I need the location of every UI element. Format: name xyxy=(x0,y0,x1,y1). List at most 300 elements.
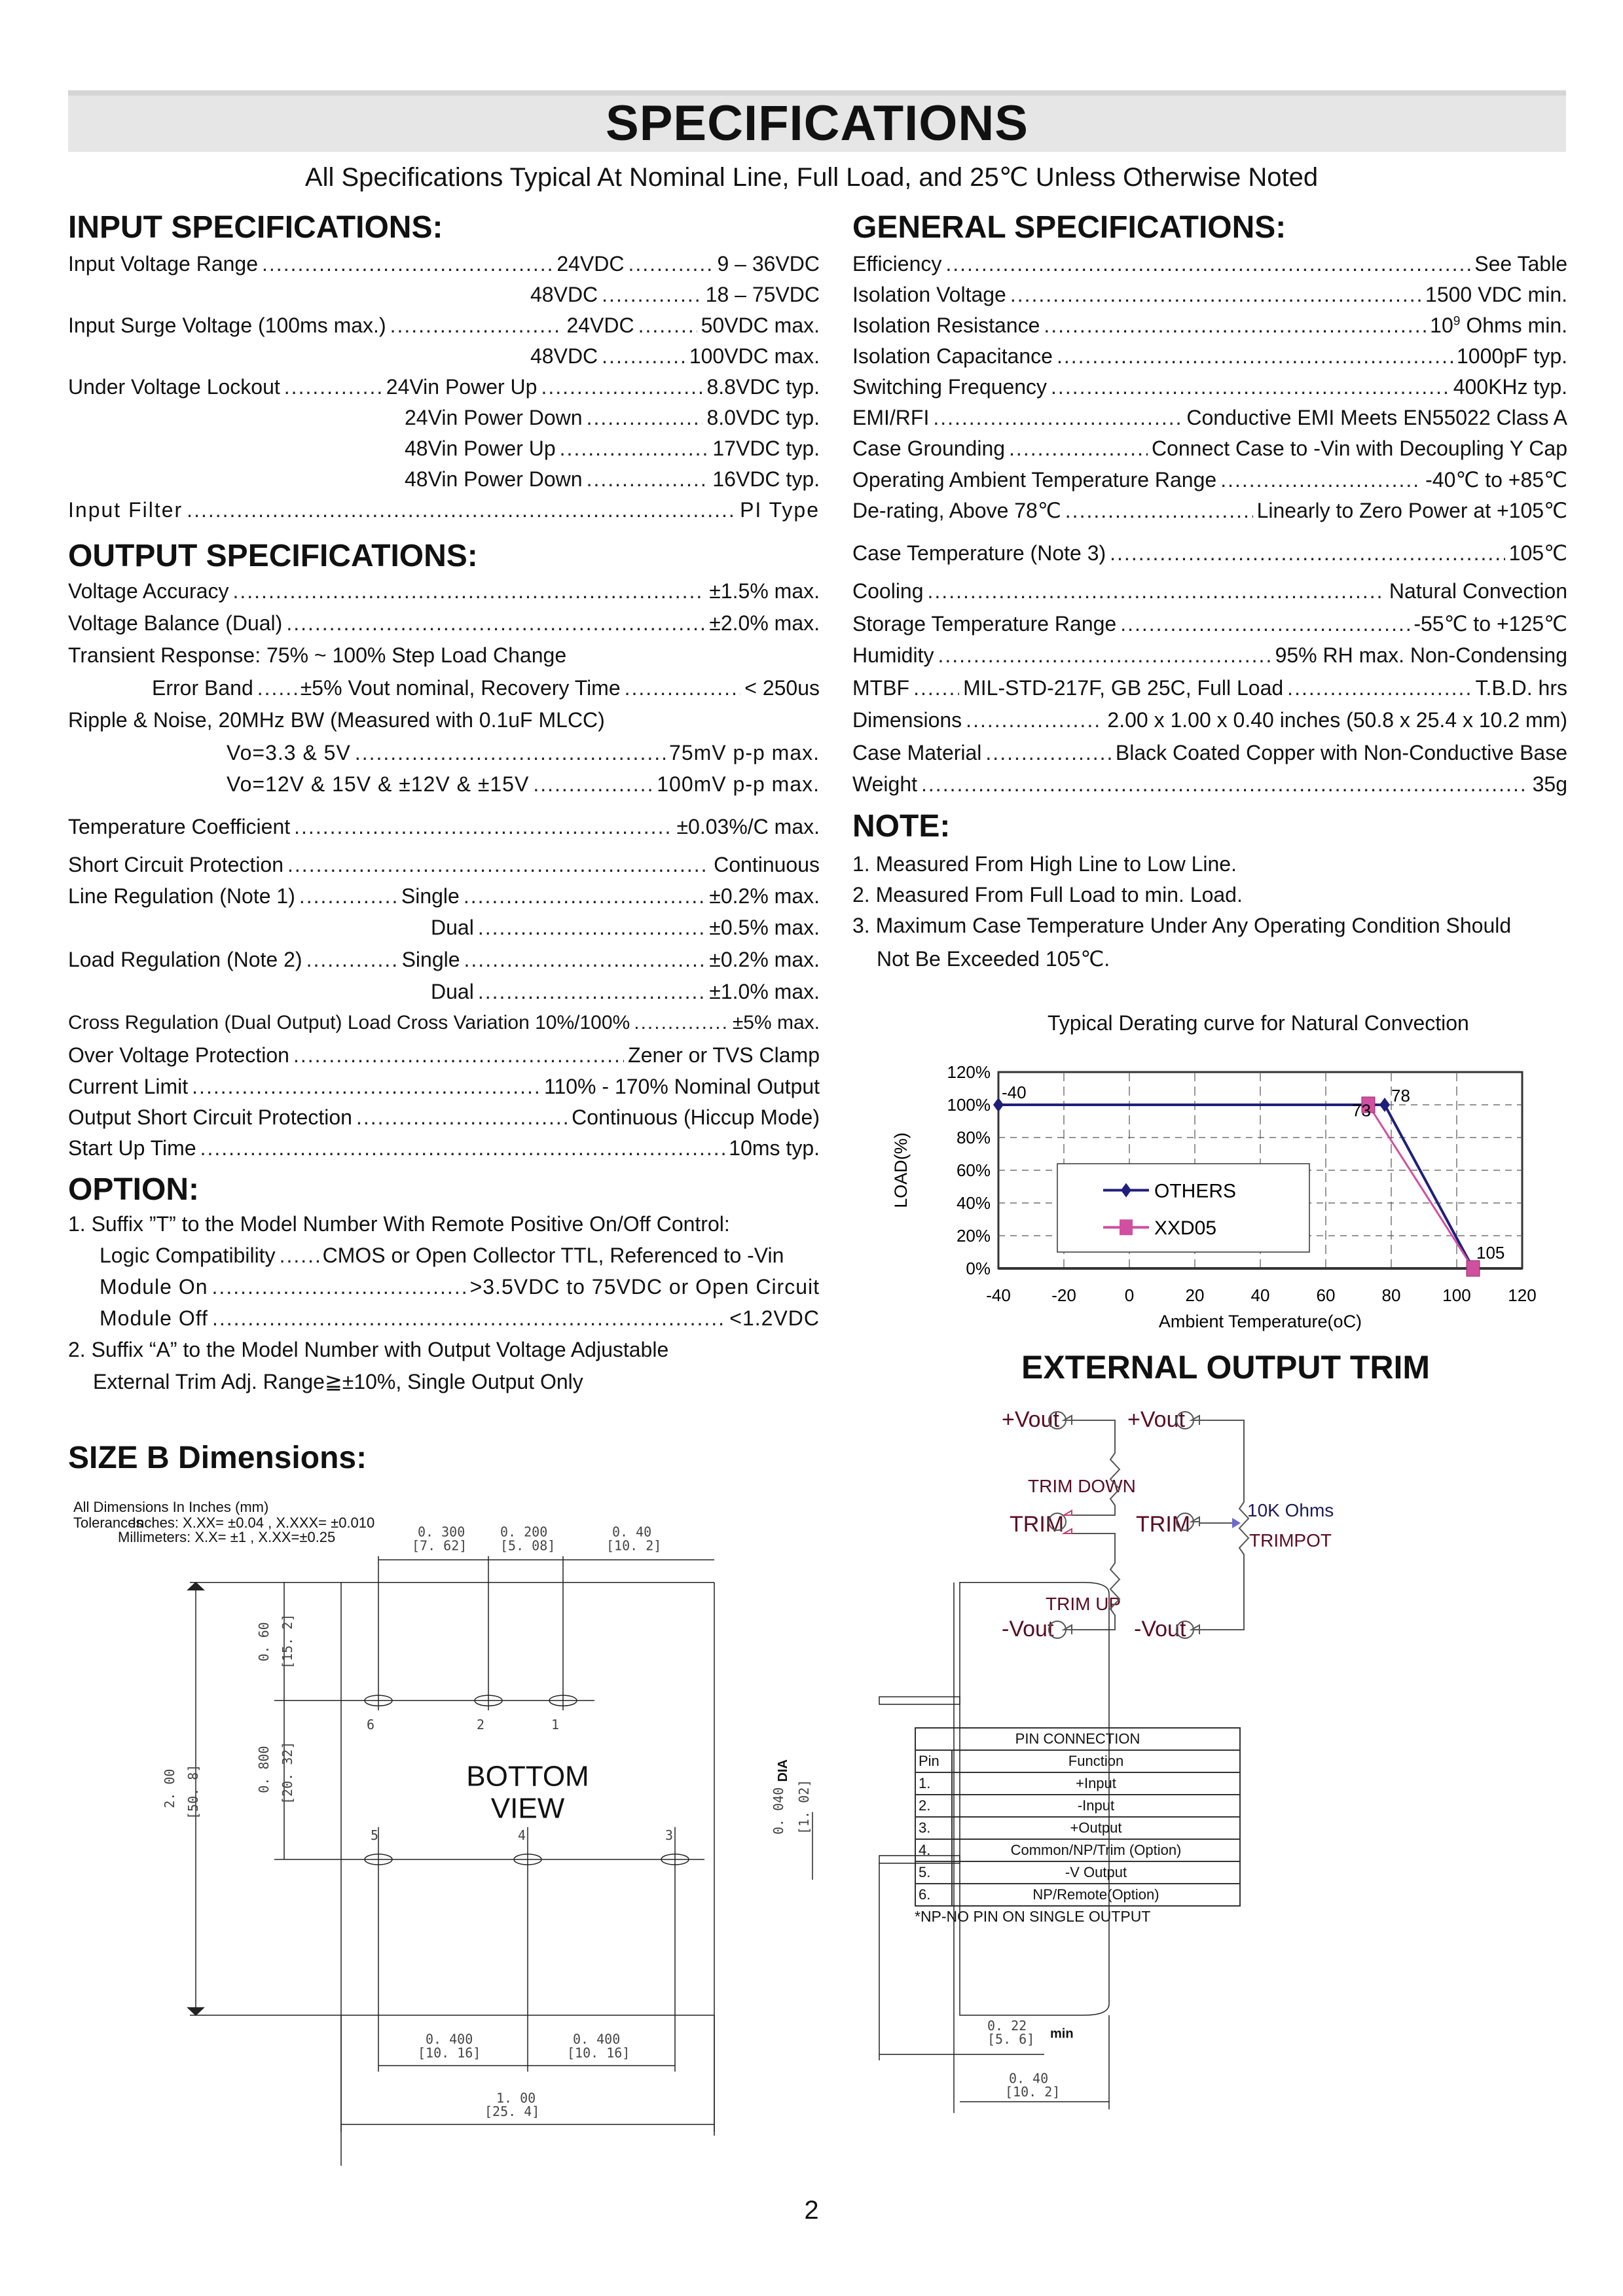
spec-row xyxy=(68,252,820,276)
right-vout-neg-label: -Vout xyxy=(1134,1617,1186,1641)
spec-row xyxy=(405,406,820,430)
spec-label: Error Band xyxy=(152,676,253,700)
leader-dots xyxy=(1120,612,1410,636)
value-unit: Ohms min. xyxy=(1460,314,1567,337)
dim-label: 0. 200 xyxy=(500,1524,548,1540)
leader-dots xyxy=(306,948,398,972)
spec-value: Natural Convection xyxy=(1389,579,1567,603)
wiper-arrow-icon xyxy=(1232,1518,1241,1528)
spec-label: Voltage Accuracy xyxy=(68,579,229,603)
x-tick-label: 40 xyxy=(1250,1285,1270,1305)
option-item-2-detail: External Trim Adj. Range≧±10%, Single Output Only xyxy=(93,1370,583,1393)
leader-dots xyxy=(464,884,705,908)
leader-dots xyxy=(464,948,706,972)
dim-label: [25. 4] xyxy=(484,2104,540,2120)
trim-up-resistor xyxy=(1072,1534,1120,1630)
dim-label: 0. 40 xyxy=(612,1524,652,1540)
leader-dots xyxy=(560,437,709,461)
table-row xyxy=(915,1861,1240,1884)
x-tick-label: -20 xyxy=(1051,1285,1076,1305)
trimpot-label: TRIMPOT xyxy=(1249,1530,1332,1551)
spec-value: ±5% max. xyxy=(732,1012,820,1033)
spec-mid: ±5% Vout nominal, Recovery Time xyxy=(300,676,621,700)
table-row xyxy=(915,1884,1240,1906)
leader-dots xyxy=(1009,437,1148,461)
spec-row xyxy=(68,1136,820,1160)
spec-value: Conductive EMI Meets EN55022 Class A xyxy=(1186,406,1567,429)
pot-value-label: 10K Ohms xyxy=(1247,1500,1334,1520)
pin-number: 3. xyxy=(915,1817,952,1839)
x-tick-label: 100 xyxy=(1442,1285,1471,1305)
spec-label: Current Limit xyxy=(68,1075,189,1098)
spec-mid: 24VDC xyxy=(556,252,625,276)
dim-label: [50. 8] xyxy=(185,1764,201,1820)
dim-label: 0. 040 xyxy=(771,1787,786,1835)
spec-row xyxy=(852,406,1567,430)
leader-dots xyxy=(200,1136,725,1160)
leader-dots xyxy=(390,314,563,338)
leader-dots xyxy=(257,676,297,700)
dim-label: 0. 400 xyxy=(426,2031,473,2047)
data-annotation: -40 xyxy=(1002,1083,1027,1102)
leader-dots xyxy=(284,375,382,399)
spec-value: < 250us xyxy=(744,676,820,700)
spec-row xyxy=(852,541,1567,565)
spec-row xyxy=(405,467,820,492)
pin-col-header: Pin xyxy=(915,1750,952,1772)
trim-down-resistor xyxy=(1072,1420,1120,1515)
pin-function: +Output xyxy=(952,1817,1240,1839)
y-tick-label: 80% xyxy=(956,1128,991,1147)
leader-dots xyxy=(928,579,1385,603)
y-tick-label: 40% xyxy=(956,1193,991,1213)
spec-value: 50VDC max. xyxy=(701,314,820,337)
spec-label: Temperature Coefficient xyxy=(68,815,291,838)
spec-row xyxy=(852,708,1567,732)
dim-label: [10. 2] xyxy=(606,1537,662,1554)
spec-label: Load Regulation (Note 2) xyxy=(68,948,302,971)
table-row xyxy=(915,1839,1240,1861)
spec-row xyxy=(530,344,820,368)
spec-label: De-rating, Above 78℃ xyxy=(852,499,1061,522)
spec-row xyxy=(100,1306,820,1331)
spec-mid: 24Vin Power Down xyxy=(405,406,583,429)
leader-dots xyxy=(602,344,685,368)
spec-value: 9 – 36VDC xyxy=(717,252,820,276)
spec-value: ±0.2% max. xyxy=(709,884,820,908)
leader-dots xyxy=(1065,499,1253,523)
spec-row xyxy=(68,853,820,877)
dim-label: 0. 22 xyxy=(987,2018,1027,2034)
leader-dots xyxy=(602,283,702,307)
leader-dots xyxy=(356,1105,568,1130)
leader-dots xyxy=(587,406,703,430)
dim-label: [15. 2] xyxy=(280,1613,295,1669)
leader-dots xyxy=(355,741,665,765)
dimensions-units: All Dimensions In Inches (mm) xyxy=(73,1499,269,1515)
spec-value: 18 – 75VDC xyxy=(705,283,820,306)
leader-dots xyxy=(212,1306,725,1331)
pin-function: -V Output xyxy=(952,1861,1240,1884)
spec-label: Operating Ambient Temperature Range xyxy=(852,468,1217,492)
leader-dots xyxy=(913,676,959,700)
spec-label: Start Up Time xyxy=(68,1136,196,1160)
spec-row xyxy=(852,344,1567,368)
tolerances-label: Tolerances xyxy=(73,1515,143,1531)
option-item-1: 1. Suffix ”T” to the Model Number With Remote Positive On/Off Control: xyxy=(68,1212,730,1236)
pin-function: NP/Remote(Option) xyxy=(952,1884,1240,1906)
value-base: 10 xyxy=(1430,314,1453,337)
spec-row xyxy=(100,1244,820,1268)
spec-row xyxy=(852,676,1567,700)
spec-value: 105℃ xyxy=(1508,541,1567,565)
spec-value: 8.8VDC typ. xyxy=(706,375,820,399)
spec-row xyxy=(852,643,1567,668)
leader-dots xyxy=(232,579,705,603)
dim-label: 1. 00 xyxy=(496,2090,536,2106)
spec-row xyxy=(852,611,1567,636)
leader-dots xyxy=(262,252,553,276)
spec-label: Vo=12V & 15V & ±12V & ±15V xyxy=(227,772,530,796)
left-trim-label: TRIM xyxy=(1010,1512,1065,1537)
spec-label: Isolation Capacitance xyxy=(852,344,1053,368)
leader-dots xyxy=(587,467,709,492)
leader-dots xyxy=(293,1043,624,1067)
pin-label: 4 xyxy=(518,1827,526,1844)
leader-dots xyxy=(628,252,713,276)
dim-label: [10. 2] xyxy=(1005,2084,1061,2100)
spec-value: See Table xyxy=(1474,252,1567,276)
x-tick-label: 120 xyxy=(1508,1285,1537,1305)
spec-label: Over Voltage Protection xyxy=(68,1043,289,1067)
trim-down-label: TRIM DOWN xyxy=(1028,1476,1136,1496)
dim-label: [20. 32] xyxy=(280,1741,295,1804)
spec-row xyxy=(68,498,820,522)
leader-dots xyxy=(478,916,705,940)
pin-label: 1 xyxy=(551,1717,560,1732)
spec-label: Switching Frequency xyxy=(852,375,1048,399)
spec-value: T.B.D. hrs xyxy=(1475,676,1567,700)
spec-label: Cooling xyxy=(852,579,924,603)
note-item: Not Be Exceeded 105℃. xyxy=(877,947,1110,971)
dim-label: min xyxy=(1050,2026,1074,2041)
dim-label: 0. 800 xyxy=(256,1746,272,1793)
data-annotation: 78 xyxy=(1391,1086,1410,1105)
pin-number: 2. xyxy=(915,1795,952,1817)
y-tick-label: 20% xyxy=(956,1226,991,1246)
tolerances-inches: Inches: X.XX= ±0.04 , X.XXX= ±0.010 xyxy=(132,1515,375,1531)
x-tick-label: 0 xyxy=(1124,1285,1135,1305)
spec-label: Output Short Circuit Protection xyxy=(68,1105,352,1129)
arrow-icon xyxy=(1064,1511,1072,1515)
spec-label: Isolation Voltage xyxy=(852,283,1006,306)
note-item: 1. Measured From High Line to Low Line. xyxy=(852,852,1237,876)
spec-mid: 24VDC xyxy=(566,314,634,337)
spec-label: Weight xyxy=(852,772,918,796)
dim-label: 0. 400 xyxy=(573,2031,621,2047)
spec-row xyxy=(68,815,820,839)
spec-row xyxy=(227,772,820,797)
spec-value: 8.0VDC typ. xyxy=(706,406,820,429)
spec-mid: MIL-STD-217F, GB 25C, Full Load xyxy=(963,676,1284,700)
pin-label: 5 xyxy=(371,1827,379,1844)
spec-label: Module On xyxy=(100,1275,208,1299)
spec-value: Linearly to Zero Power at +105℃ xyxy=(1256,499,1567,522)
spec-row xyxy=(852,498,1567,523)
title-banner xyxy=(68,90,1566,152)
spec-row xyxy=(68,579,820,603)
pin-connection xyxy=(915,1727,1241,1926)
spec-row xyxy=(852,579,1567,603)
data-annotation: 73 xyxy=(1352,1100,1371,1121)
pin-label: 3 xyxy=(665,1827,674,1844)
spec-row xyxy=(68,948,820,972)
left-vout-pos-label: +Vout xyxy=(1002,1407,1059,1432)
leader-dots xyxy=(294,815,672,839)
spec-value: CMOS or Open Collector TTL, Referenced to -Vin xyxy=(322,1244,784,1267)
spec-label: Case Material xyxy=(852,741,982,764)
leader-dots xyxy=(287,853,710,877)
leader-dots xyxy=(945,252,1470,276)
output-specs-heading: OUTPUT SPECIFICATIONS: xyxy=(68,539,478,573)
spec-label: Module Off xyxy=(100,1306,208,1330)
leader-dots xyxy=(280,1244,319,1268)
spec-value: ±1.5% max. xyxy=(709,579,820,603)
spec-label: MTBF xyxy=(852,676,910,700)
bottom-view-label: VIEW xyxy=(490,1792,565,1825)
spec-value: Black Coated Copper with Non-Conductive Base xyxy=(1115,741,1567,764)
spec-row xyxy=(852,772,1567,797)
spec-value: Continuous xyxy=(714,853,820,876)
dim-label: 2. 00 xyxy=(162,1768,177,1808)
spec-value: ±0.2% max. xyxy=(709,948,820,971)
leader-dots xyxy=(938,643,1271,668)
spec-value: 100mV p-p max. xyxy=(657,772,820,796)
spec-row xyxy=(68,1075,820,1099)
spec-row xyxy=(68,884,820,908)
pin-footnote: *NP-NO PIN ON SINGLE OUTPUT xyxy=(915,1908,1151,1925)
spec-value: 400KHz typ. xyxy=(1453,375,1567,399)
spec-label: Humidity xyxy=(852,643,934,667)
dim-label: [5. 6] xyxy=(987,2031,1035,2047)
spec-value: 1500 VDC min. xyxy=(1425,283,1567,306)
x-tick-label: 20 xyxy=(1185,1285,1205,1305)
leader-dots xyxy=(966,708,1103,732)
dim-label: [1. 02] xyxy=(796,1779,812,1835)
spec-mid: 48VDC xyxy=(530,344,598,368)
trim-up-label: TRIM UP xyxy=(1046,1594,1122,1614)
spec-label: Line Regulation (Note 1) xyxy=(68,884,295,908)
spec-value: -40℃ to +85℃ xyxy=(1425,468,1567,492)
table-row xyxy=(915,1772,1240,1795)
leader-dots xyxy=(286,611,705,636)
spec-row xyxy=(852,375,1567,399)
bottom-view-label: BOTTOM xyxy=(466,1760,589,1793)
spec-value: ±0.5% max. xyxy=(709,916,820,939)
data-point-square xyxy=(1467,1261,1480,1276)
spec-value: PI Type xyxy=(740,498,820,522)
spec-mid: Single xyxy=(401,884,460,908)
spec-value: >3.5VDC to 75VDC or Open Circuit xyxy=(469,1275,820,1299)
leader-dots xyxy=(1010,283,1421,307)
leader-dots xyxy=(1057,344,1453,368)
derating-chart xyxy=(851,1041,1571,1335)
leader-dots xyxy=(1051,375,1450,399)
trimpot-resistor xyxy=(1199,1420,1249,1630)
dim-label: 0. 60 xyxy=(256,1622,272,1662)
function-col-header: Function xyxy=(952,1750,1240,1772)
leader-dots xyxy=(921,772,1529,797)
leader-dots xyxy=(1110,541,1505,565)
spec-label: Short Circuit Protection xyxy=(68,853,284,876)
spec-row xyxy=(227,741,820,765)
value-exponent: 9 xyxy=(1453,314,1461,329)
spec-mid: 24Vin Power Up xyxy=(386,375,538,399)
spec-value: <1.2VDC xyxy=(729,1306,820,1330)
leader-dots xyxy=(1220,468,1421,492)
page-title: SPECIFICATIONS xyxy=(606,96,1029,151)
spec-label: Input Surge Voltage (100ms max.) xyxy=(68,314,386,337)
spec-row xyxy=(852,437,1567,461)
spec-row xyxy=(530,283,820,307)
option-heading: OPTION: xyxy=(68,1172,199,1207)
trim-diagram xyxy=(982,1394,1519,1656)
spec-row xyxy=(852,314,1567,338)
x-tick-label: -40 xyxy=(986,1285,1011,1305)
spec-row xyxy=(852,252,1567,276)
spec-row xyxy=(68,314,820,338)
spec-value: ±1.0% max. xyxy=(709,980,820,1003)
x-tick-label: 60 xyxy=(1316,1285,1336,1305)
spec-mid: Dual xyxy=(431,916,474,939)
table-row xyxy=(915,1817,1240,1839)
spec-row xyxy=(68,1043,820,1067)
dim-label: DIA xyxy=(776,1759,790,1782)
spec-value: Zener or TVS Clamp xyxy=(628,1043,820,1067)
spec-value: 95% RH max. Non-Condensing xyxy=(1275,643,1567,667)
dim-label: [10. 16] xyxy=(567,2045,630,2061)
right-vout-pos-label: +Vout xyxy=(1127,1407,1185,1432)
y-tick-label: 60% xyxy=(956,1160,991,1180)
spec-value: 100VDC max. xyxy=(689,344,820,368)
pin-function: -Input xyxy=(952,1795,1240,1817)
legend-marker-square xyxy=(1120,1219,1133,1235)
dim-label: 0. 40 xyxy=(1009,2070,1049,2087)
pin-number: 6. xyxy=(915,1884,952,1906)
leader-dots xyxy=(1287,676,1471,700)
spec-label: Voltage Balance (Dual) xyxy=(68,611,283,635)
side-pin-top xyxy=(879,1697,960,1705)
spec-label: Efficiency xyxy=(852,252,942,276)
transient-response: Transient Response: 75% ~ 100% Step Load Change xyxy=(68,643,567,667)
spec-label: EMI/RFI xyxy=(852,406,930,429)
leader-dots xyxy=(299,884,397,908)
spec-mid: Dual xyxy=(431,980,474,1003)
spec-row xyxy=(68,1012,820,1034)
legend-label: OTHERS xyxy=(1154,1180,1237,1202)
leader-dots xyxy=(192,1075,540,1099)
dimensions-heading: SIZE B Dimensions: xyxy=(68,1441,367,1475)
input-specs-heading: INPUT SPECIFICATIONS: xyxy=(68,210,443,245)
spec-mid: 48Vin Power Down xyxy=(405,467,583,491)
spec-label: Case Grounding xyxy=(852,437,1006,460)
spec-value: ±2.0% max. xyxy=(709,611,820,635)
pin-label: 6 xyxy=(367,1717,375,1732)
spec-row xyxy=(852,467,1567,492)
leader-dots xyxy=(541,375,702,399)
pin-number: 1. xyxy=(915,1772,952,1795)
pin-number: 4. xyxy=(915,1839,952,1861)
spec-row xyxy=(68,611,820,636)
spec-row xyxy=(852,283,1567,307)
arrow-icon xyxy=(1064,1529,1072,1534)
leader-dots xyxy=(638,314,697,338)
trim-heading: EXTERNAL OUTPUT TRIM xyxy=(1021,1349,1431,1386)
leader-dots xyxy=(478,980,705,1004)
leader-dots xyxy=(933,406,1182,430)
spec-label: Logic Compatibility xyxy=(100,1244,276,1267)
spec-label: Input Filter xyxy=(68,498,183,522)
spec-label: Dimensions xyxy=(852,708,962,732)
pin-table xyxy=(915,1727,1241,1907)
spec-label: Isolation Resistance xyxy=(852,314,1040,337)
spec-mid: 48Vin Power Up xyxy=(405,437,556,460)
left-vout-neg-label: -Vout xyxy=(1002,1617,1054,1641)
leader-dots xyxy=(1044,314,1426,338)
spec-row xyxy=(68,375,820,399)
note-item: 3. Maximum Case Temperature Under Any Operating Condition Should xyxy=(852,914,1512,937)
dim-label: 0. 300 xyxy=(418,1524,465,1540)
pin-function: Common/NP/Trim (Option) xyxy=(952,1839,1240,1861)
note-heading: NOTE: xyxy=(852,809,951,844)
spec-row xyxy=(68,1105,820,1130)
tolerances-mm: Millimeters: X.X= ±1 , X.XX=±0.25 xyxy=(118,1529,336,1545)
spec-label: Input Voltage Range xyxy=(68,252,259,276)
spec-value: 2.00 x 1.00 x 0.40 inches (50.8 x 25.4 x 10.2 mm) xyxy=(1107,708,1567,732)
leader-dots xyxy=(212,1275,466,1299)
leader-dots xyxy=(985,741,1111,765)
dim-label: [7. 62] xyxy=(412,1537,467,1554)
spec-label: Storage Temperature Range xyxy=(852,612,1117,636)
chart-title: Typical Derating curve for Natural Convection xyxy=(1048,1011,1469,1035)
spec-value xyxy=(1430,314,1567,338)
right-trim-label: TRIM xyxy=(1136,1512,1191,1537)
spec-row xyxy=(431,980,820,1004)
spec-value: 10ms typ. xyxy=(729,1136,820,1160)
data-annotation: 105 xyxy=(1476,1243,1505,1263)
general-specs-heading: GENERAL SPECIFICATIONS: xyxy=(852,210,1286,245)
spec-label: Cross Regulation (Dual Output) Load Cross Variation 10%/100% xyxy=(68,1012,630,1033)
dim-label: [10. 16] xyxy=(418,2045,481,2061)
x-axis-label: Ambient Temperature(oC) xyxy=(1158,1312,1362,1331)
spec-value: 110% - 170% Nominal Output xyxy=(544,1075,820,1098)
spec-row xyxy=(431,916,820,940)
spec-row xyxy=(405,437,820,461)
leader-dots xyxy=(187,498,736,522)
y-tick-label: 100% xyxy=(947,1095,991,1115)
leader-dots xyxy=(634,1012,729,1034)
leader-dots xyxy=(533,772,653,797)
spec-value: 75mV p-p max. xyxy=(669,741,820,764)
spec-value: Connect Case to -Vin with Decoupling Y Cap xyxy=(1151,437,1567,460)
spec-label: Vo=3.3 & 5V xyxy=(227,741,351,764)
note-item: 2. Measured From Full Load to min. Load. xyxy=(852,883,1243,906)
pin-label: 2 xyxy=(477,1717,485,1732)
spec-label: Under Voltage Lockout xyxy=(68,375,280,399)
spec-row xyxy=(100,1275,820,1299)
x-tick-label: 80 xyxy=(1381,1285,1401,1305)
pin-function: +Input xyxy=(952,1772,1240,1795)
